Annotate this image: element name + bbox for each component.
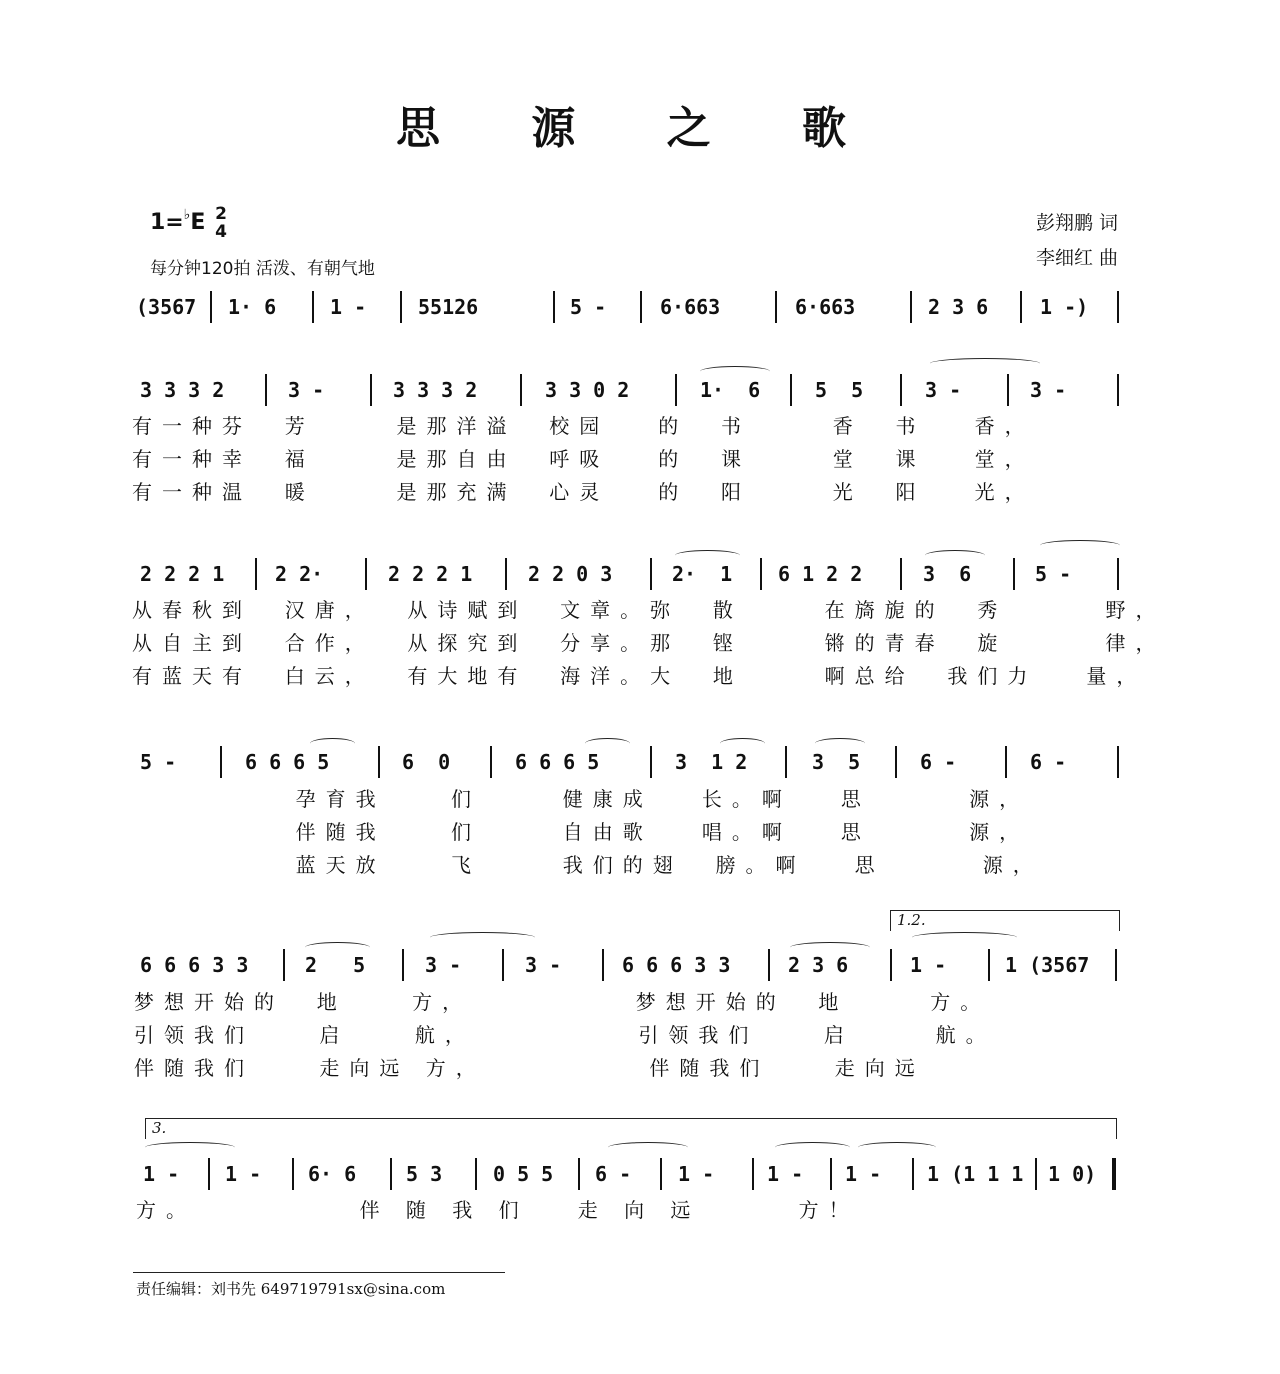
measure: 2· 1: [672, 562, 733, 586]
measure: 6· 6: [308, 1162, 357, 1186]
time-sig-top: 2: [215, 204, 227, 224]
slur-arc: [310, 738, 355, 749]
measure: 6 0: [402, 750, 451, 774]
barline: [265, 374, 267, 406]
measure: 3 -: [925, 378, 962, 402]
barline: [378, 746, 380, 778]
slur-arc: [790, 942, 870, 953]
barline: [900, 558, 902, 590]
measure: 1 -: [225, 1162, 262, 1186]
barline: [502, 949, 504, 981]
measure: 6·663: [795, 295, 856, 319]
slur-arc: [925, 550, 985, 561]
measure: 3 6: [923, 562, 972, 586]
footer-rule: [133, 1272, 505, 1273]
measure: 1 (1 1 1: [927, 1162, 1024, 1186]
barline: [365, 558, 367, 590]
score-system-2: [0, 562, 1280, 602]
barline: [830, 1158, 832, 1190]
measure: 5 -: [1035, 562, 1072, 586]
measure: 6 -: [595, 1162, 632, 1186]
measure: 5 3: [406, 1162, 443, 1186]
measure: 3 -: [425, 953, 462, 977]
tie-arc: [1040, 540, 1120, 551]
measure: 3 -: [288, 378, 325, 402]
measure: 1 -: [845, 1162, 882, 1186]
editor-footer: 责任编辑：刘书先 649719791sx@sina.com: [136, 1280, 446, 1298]
measure: 3 1 2: [675, 750, 748, 774]
tie-arc: [775, 1142, 850, 1153]
measure: 1 (3567: [1005, 953, 1090, 977]
barline: [1020, 291, 1022, 323]
tie-arc: [912, 932, 1017, 943]
lyric-line: 伴随我们 走向远 方， 伴随我们 走向远: [134, 1056, 925, 1080]
lyric-line: 从自主到 合作， 从探究到 分享。那 铿 锵的青春 旋 律，: [132, 631, 1166, 655]
measure: 1· 6: [700, 378, 761, 402]
lyric-line: 孕育我 们 健康成 长。啊 思 源，: [132, 787, 1030, 811]
barline: [578, 1158, 580, 1190]
time-sig-bottom: 4: [215, 222, 227, 242]
barline: [660, 1158, 662, 1190]
tie-arc: [930, 358, 1040, 369]
key-note: E: [190, 210, 206, 235]
barline: [785, 746, 787, 778]
score-system-4: [0, 953, 1280, 993]
flat-sign: ♭: [183, 207, 191, 223]
lyric-line: 方。 伴 随 我 们 走 向 远 方！: [136, 1198, 859, 1222]
measure: 2 2 2 1: [140, 562, 225, 586]
measure: 1 -): [1040, 295, 1089, 319]
score-system-1: [0, 378, 1280, 418]
measure: 1 -: [678, 1162, 715, 1186]
barline: [912, 1158, 914, 1190]
tie-arc: [858, 1142, 936, 1153]
barline: [1117, 558, 1119, 590]
key-label: 1=: [150, 210, 184, 235]
tie-arc: [608, 1142, 688, 1153]
measure: 6 6 6 5: [245, 750, 330, 774]
barline: [1117, 291, 1119, 323]
barline: [520, 374, 522, 406]
barline: [208, 1158, 210, 1190]
measure: 1 -: [330, 295, 367, 319]
volta-label: 1.2.: [897, 911, 926, 929]
measure: 6 6 6 3 3: [622, 953, 731, 977]
lyric-line: 梦想开始的 地 方， 梦想开始的 地 方。: [134, 990, 991, 1014]
measure: 6 6 6 5: [515, 750, 600, 774]
repeat-barline: [210, 291, 212, 323]
final-barline: [1112, 1158, 1116, 1190]
measure: 3 -: [525, 953, 562, 977]
barline: [390, 1158, 392, 1190]
barline: [402, 949, 404, 981]
barline: [1117, 746, 1119, 778]
measure: 55126: [418, 295, 479, 319]
measure: 2 2 2 1: [388, 562, 473, 586]
barline: [1035, 1158, 1037, 1190]
tie-arc: [430, 932, 535, 943]
lyric-line: 有一种温 暖 是那充满 心灵 的 阳 光 阳 光，: [132, 480, 1035, 504]
measure: 1 0): [1048, 1162, 1097, 1186]
barline: [775, 291, 777, 323]
measure: 6 -: [920, 750, 957, 774]
volta-bracket-3: [145, 1118, 1117, 1139]
barline: [505, 558, 507, 590]
lyric-line: 有一种幸 福 是那自由 呼吸 的 课 堂 课 堂，: [132, 447, 1035, 471]
slur-arc: [700, 366, 770, 377]
barline: [602, 949, 604, 981]
lyric-line: 有蓝天有 白云， 有大地有 海洋。大 地 啊总给 我们力 量，: [132, 664, 1147, 688]
barline: [312, 291, 314, 323]
barline: [490, 746, 492, 778]
barline: [890, 949, 892, 981]
barline: [1117, 374, 1119, 406]
measure: 3 -: [1030, 378, 1067, 402]
barline: [675, 374, 677, 406]
measure: 3 3 3 2: [393, 378, 478, 402]
lyric-line: 有一种芬 芳 是那洋溢 校园 的 书 香 书 香，: [132, 414, 1035, 438]
tempo-marking: 每分钟120拍 活泼、有朝气地: [150, 259, 375, 279]
barline: [283, 949, 285, 981]
time-signature: [215, 205, 227, 241]
score-system-5: [0, 1162, 1280, 1202]
repeat-barline: [1115, 949, 1117, 981]
barline: [988, 949, 990, 981]
barline: [255, 558, 257, 590]
measure: 1· 6: [228, 295, 277, 319]
measure: 3 3 0 2: [545, 378, 630, 402]
slur-arc: [815, 738, 865, 749]
barline: [1013, 558, 1015, 590]
measure: 2 2·: [275, 562, 324, 586]
measure: 6 6 6 3 3: [140, 953, 249, 977]
measure: 5 -: [140, 750, 177, 774]
slur-arc: [720, 738, 765, 749]
measure: 6 1 2 2: [778, 562, 863, 586]
barline: [790, 374, 792, 406]
barline: [292, 1158, 294, 1190]
lyric-line: 引领我们 启 航， 引领我们 启 航。: [134, 1023, 996, 1047]
barline: [553, 291, 555, 323]
measure: 3 3 3 2: [140, 378, 225, 402]
measure: 2 3 6: [928, 295, 989, 319]
slur-arc: [585, 738, 630, 749]
lyric-line: 蓝天放 飞 我们的翅 膀。啊 思 源，: [132, 853, 1043, 877]
tie-arc: [145, 1142, 235, 1153]
score-system-3: [0, 750, 1280, 790]
measure: 5 5: [815, 378, 864, 402]
barline: [650, 746, 652, 778]
measure: 1 -: [143, 1162, 180, 1186]
barline: [640, 291, 642, 323]
barline: [1007, 374, 1009, 406]
barline: [475, 1158, 477, 1190]
measure: 0 5 5: [493, 1162, 554, 1186]
slur-arc: [305, 942, 370, 953]
barline: [900, 374, 902, 406]
measure: 1 -: [767, 1162, 804, 1186]
barline: [895, 746, 897, 778]
measure: 3 5: [812, 750, 861, 774]
volta-label: 3.: [152, 1119, 167, 1137]
measure: 5 -: [570, 295, 607, 319]
measure: 2 2 0 3: [528, 562, 613, 586]
measure: 2 3 6: [788, 953, 849, 977]
barline: [650, 558, 652, 590]
score-system-intro: [0, 295, 1280, 335]
barline: [220, 746, 222, 778]
measure: 6·663: [660, 295, 721, 319]
slur-arc: [675, 550, 740, 561]
key-signature: [150, 205, 227, 241]
measure: 1 -: [910, 953, 947, 977]
barline: [752, 1158, 754, 1190]
song-title: 思 源 之 歌: [396, 103, 884, 154]
composer-credit: 李细红 曲: [1035, 247, 1118, 269]
volta-bracket-1-2: [890, 910, 1120, 931]
measure: 6 -: [1030, 750, 1067, 774]
lyricist-credit: 彭翔鹏 词: [1035, 212, 1118, 234]
barline: [768, 949, 770, 981]
lyric-line: 从春秋到 汉唐， 从诗赋到 文章。弥 散 在旖旎的 秀 野，: [132, 598, 1166, 622]
measure: 2 5: [305, 953, 366, 977]
barline: [1005, 746, 1007, 778]
lyric-line: 伴随我 们 自由歌 唱。啊 思 源，: [132, 820, 1030, 844]
barline: [910, 291, 912, 323]
barline: [370, 374, 372, 406]
measure: (3567: [136, 295, 197, 319]
barline: [760, 558, 762, 590]
barline: [400, 291, 402, 323]
